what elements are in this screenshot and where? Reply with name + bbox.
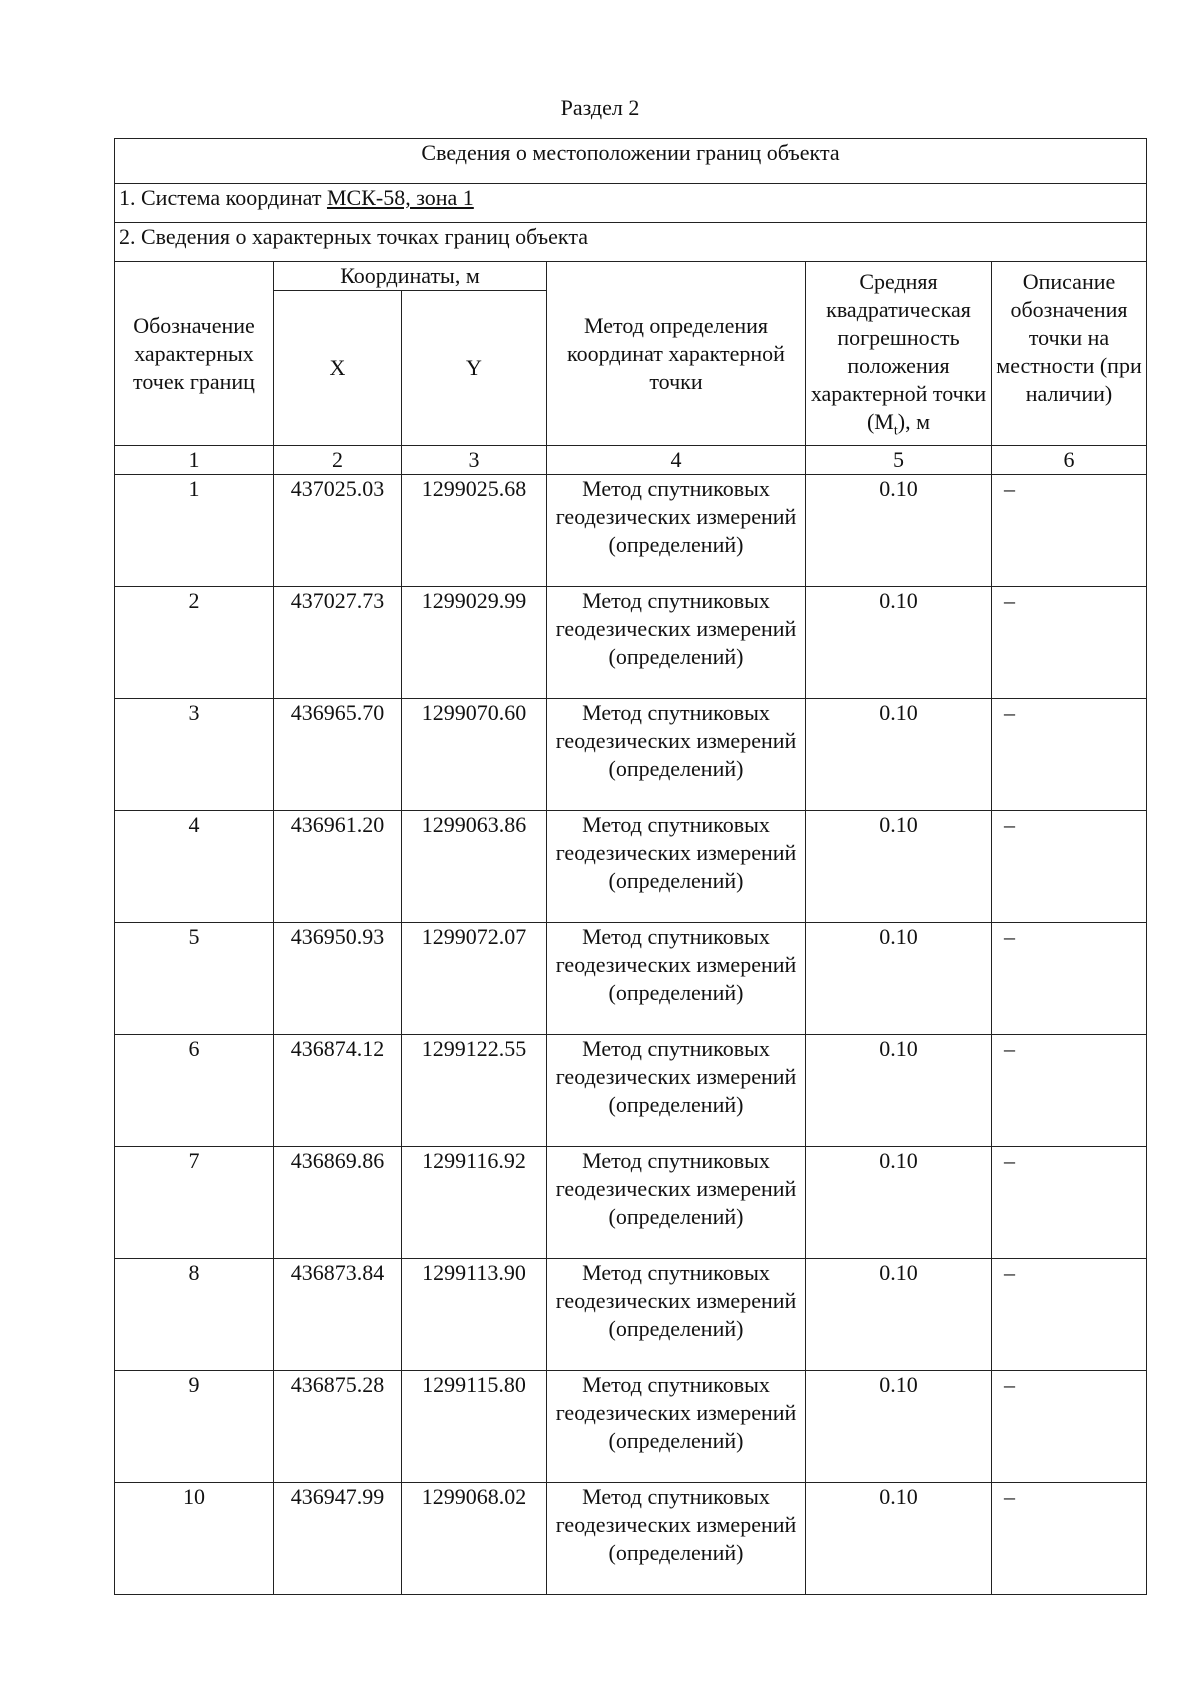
point-y: 1299029.99 [402,587,547,699]
column-number: 6 [992,446,1147,475]
point-description: – [992,811,1147,923]
header-mt [806,262,992,446]
point-method: Метод спутниковых геодезических измерений (определений) [547,1483,806,1595]
table-row [115,1483,1147,1595]
header-mt-prefix: Средняя квадратическая погрешность положения характерной точки (M [810,269,987,434]
point-description: – [992,1371,1147,1483]
point-x: 436869.86 [274,1147,402,1259]
point-y: 1299070.60 [402,699,547,811]
point-description: – [992,923,1147,1035]
point-number: 10 [115,1483,274,1595]
point-y: 1299068.02 [402,1483,547,1595]
column-number: 5 [806,446,992,475]
header-y: Y [402,291,547,446]
point-mt: 0.10 [806,923,992,1035]
table-row [115,1259,1147,1371]
point-x: 436961.20 [274,811,402,923]
table-title: Сведения о местоположении границ объекта [115,139,1147,184]
point-description: – [992,475,1147,587]
table-row [115,1035,1147,1147]
points-label: 2. Сведения о характерных точках границ объекта [115,223,1147,262]
point-number: 4 [115,811,274,923]
coord-system-value: МСК-58, зона 1 [326,185,474,210]
point-y: 1299115.80 [402,1371,547,1483]
point-x: 436965.70 [274,699,402,811]
point-y: 1299113.90 [402,1259,547,1371]
column-number: 1 [115,446,274,475]
point-x: 436947.99 [274,1483,402,1595]
coord-system-row [115,184,1147,223]
point-x: 436874.12 [274,1035,402,1147]
point-method: Метод спутниковых геодезических измерений (определений) [547,1371,806,1483]
point-method: Метод спутниковых геодезических измерений (определений) [547,811,806,923]
point-x: 436950.93 [274,923,402,1035]
point-x: 436875.28 [274,1371,402,1483]
point-mt: 0.10 [806,587,992,699]
header-designation: Обозначение характерных точек границ [115,262,274,446]
point-method: Метод спутниковых геодезических измерений (определений) [547,1035,806,1147]
point-x: 437025.03 [274,475,402,587]
table-row [115,811,1147,923]
column-number: 3 [402,446,547,475]
point-y: 1299063.86 [402,811,547,923]
point-method: Метод спутниковых геодезических измерений (определений) [547,923,806,1035]
header-x: X [274,291,402,446]
point-mt: 0.10 [806,811,992,923]
point-number: 6 [115,1035,274,1147]
point-number: 8 [115,1259,274,1371]
point-y: 1299122.55 [402,1035,547,1147]
point-method: Метод спутниковых геодезических измерений (определений) [547,699,806,811]
point-y: 1299072.07 [402,923,547,1035]
point-number: 7 [115,1147,274,1259]
point-mt: 0.10 [806,1483,992,1595]
table-row [115,1147,1147,1259]
point-number: 2 [115,587,274,699]
coord-system [115,184,1147,223]
table-row [115,923,1147,1035]
point-mt: 0.10 [806,699,992,811]
point-x: 437027.73 [274,587,402,699]
point-number: 5 [115,923,274,1035]
header-method: Метод определения координат характерной точки [547,262,806,446]
point-mt: 0.10 [806,1147,992,1259]
point-number: 3 [115,699,274,811]
table-row [115,699,1147,811]
point-description: – [992,1147,1147,1259]
point-y: 1299116.92 [402,1147,547,1259]
section-title: Раздел 2 [560,95,640,120]
point-mt: 0.10 [806,1371,992,1483]
column-number: 2 [274,446,402,475]
table-title-row [115,139,1147,184]
point-description: – [992,1259,1147,1371]
boundary-table [114,138,1147,1595]
point-description: – [992,699,1147,811]
point-number: 1 [115,475,274,587]
table-row [115,475,1147,587]
header-mt-sub: t [893,423,898,439]
header-mt-suffix: ), м [897,409,931,434]
point-method: Метод спутниковых геодезических измерений (определений) [547,587,806,699]
points-label-row [115,223,1147,262]
column-number-row [115,446,1147,475]
point-number: 9 [115,1371,274,1483]
point-method: Метод спутниковых геодезических измерений (определений) [547,1147,806,1259]
header-row-1 [115,262,1147,291]
table-row [115,1371,1147,1483]
point-method: Метод спутниковых геодезических измерений (определений) [547,1259,806,1371]
header-description: Описание обозначения точки на местности (при наличии) [992,262,1147,446]
coord-system-label: 1. Система координат [119,185,327,210]
point-mt: 0.10 [806,1035,992,1147]
point-description: – [992,1483,1147,1595]
point-description: – [992,1035,1147,1147]
table-row [115,587,1147,699]
header-coordinates: Координаты, м [274,262,547,291]
point-y: 1299025.68 [402,475,547,587]
point-mt: 0.10 [806,1259,992,1371]
point-mt: 0.10 [806,475,992,587]
point-x: 436873.84 [274,1259,402,1371]
point-method: Метод спутниковых геодезических измерений (определений) [547,475,806,587]
point-description: – [992,587,1147,699]
column-number: 4 [547,446,806,475]
